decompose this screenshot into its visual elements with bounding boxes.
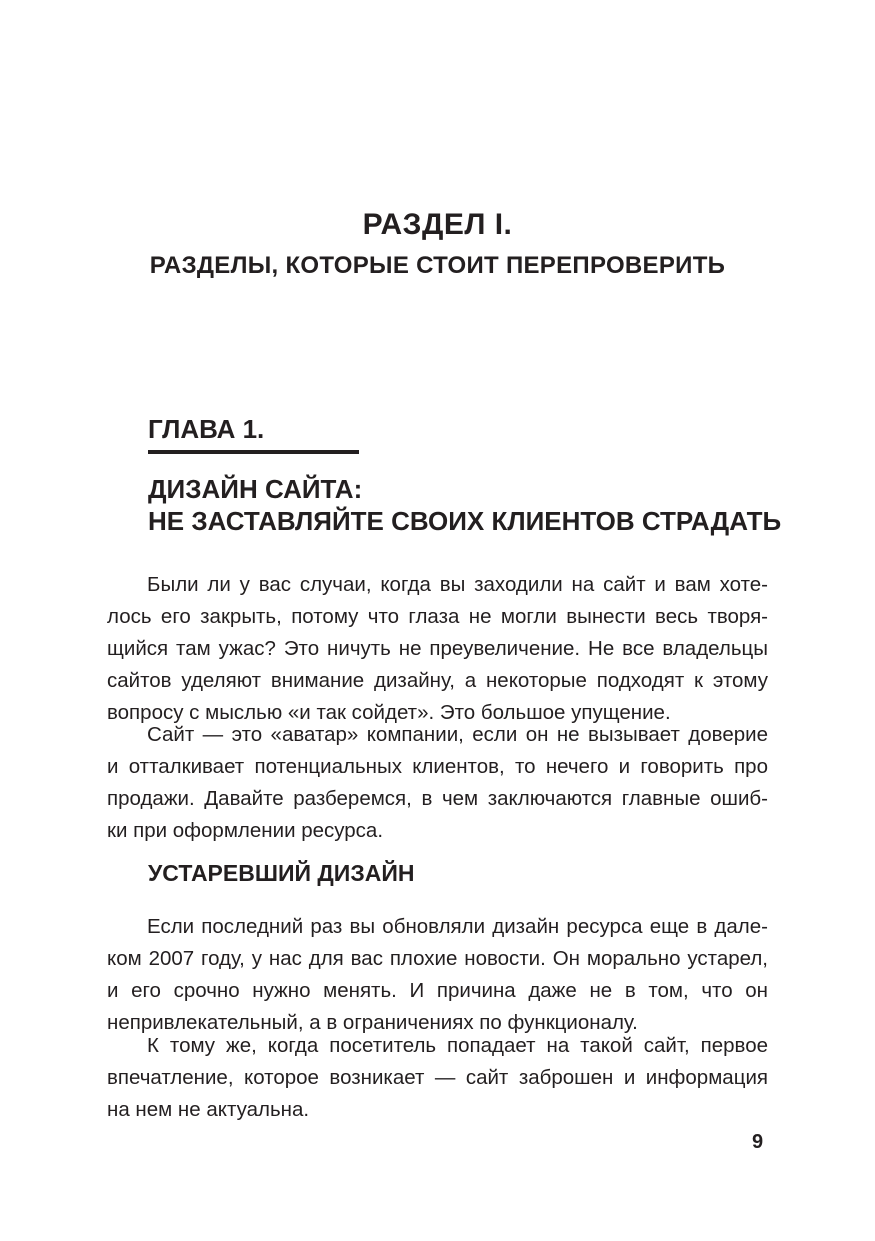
- text-line: К тому же, когда посетитель попадает на такой сайт, первое: [147, 1034, 768, 1057]
- paragraph: [107, 1030, 768, 1126]
- chapter-underline: [148, 450, 359, 454]
- paragraph: [107, 569, 768, 729]
- page-number: 9: [752, 1131, 764, 1153]
- section-title: РАЗДЕЛ I.: [362, 208, 513, 241]
- text-line: лось его закрыть, потому что глаза не могли вынести весь творя-: [107, 605, 768, 628]
- text-line: сайтов уделяют внимание дизайну, а некоторые подходят к этому: [107, 669, 768, 692]
- text-line: Сайт — это «аватар» компании, если он не вызывает доверие: [147, 723, 768, 746]
- section-subtitle: РАЗДЕЛЫ, КОТОРЫЕ СТОИТ ПЕРЕПРОВЕРИТЬ: [149, 252, 726, 279]
- text-line: ком 2007 году, у нас для вас плохие новости. Он морально устарел,: [107, 947, 768, 970]
- subheading: УСТАРЕВШИЙ ДИЗАЙН: [148, 860, 415, 886]
- text-line: и его срочно нужно менять. И причина даже не в том, что он: [107, 979, 768, 1002]
- chapter-label: ГЛАВА 1.: [148, 414, 265, 444]
- text-line: Если последний раз вы обновляли дизайн ресурса еще в дале-: [147, 915, 768, 938]
- text-line: на нем не актуальна.: [107, 1098, 310, 1121]
- text-line: и отталкивает потенциальных клиентов, то нечего и говорить про: [107, 755, 768, 778]
- text-line: Были ли у вас случаи, когда вы заходили на сайт и вам хоте-: [147, 573, 768, 596]
- paragraph: [107, 719, 768, 847]
- text-line: продажи. Давайте разберемся, в чем заключаются главные ошиб-: [107, 787, 768, 810]
- paragraph: [107, 911, 768, 1039]
- text-line: ки при оформлении ресурса.: [107, 819, 384, 842]
- chapter-title-line: НЕ ЗАСТАВЛЯЙТЕ СВОИХ КЛИЕНТОВ СТРАДАТЬ: [148, 506, 782, 536]
- text-line: непривлекательный, а в ограничениях по функционалу.: [107, 1011, 638, 1034]
- text-line: щийся там ужас? Это ничуть не преувеличение. Не все владельцы: [107, 637, 768, 660]
- text-line: впечатление, которое возникает — сайт заброшен и информация: [107, 1066, 768, 1089]
- chapter-title-line: ДИЗАЙН САЙТА:: [148, 474, 363, 504]
- text-line: вопросу с мыслью «и так сойдет». Это большое упущение.: [107, 701, 671, 724]
